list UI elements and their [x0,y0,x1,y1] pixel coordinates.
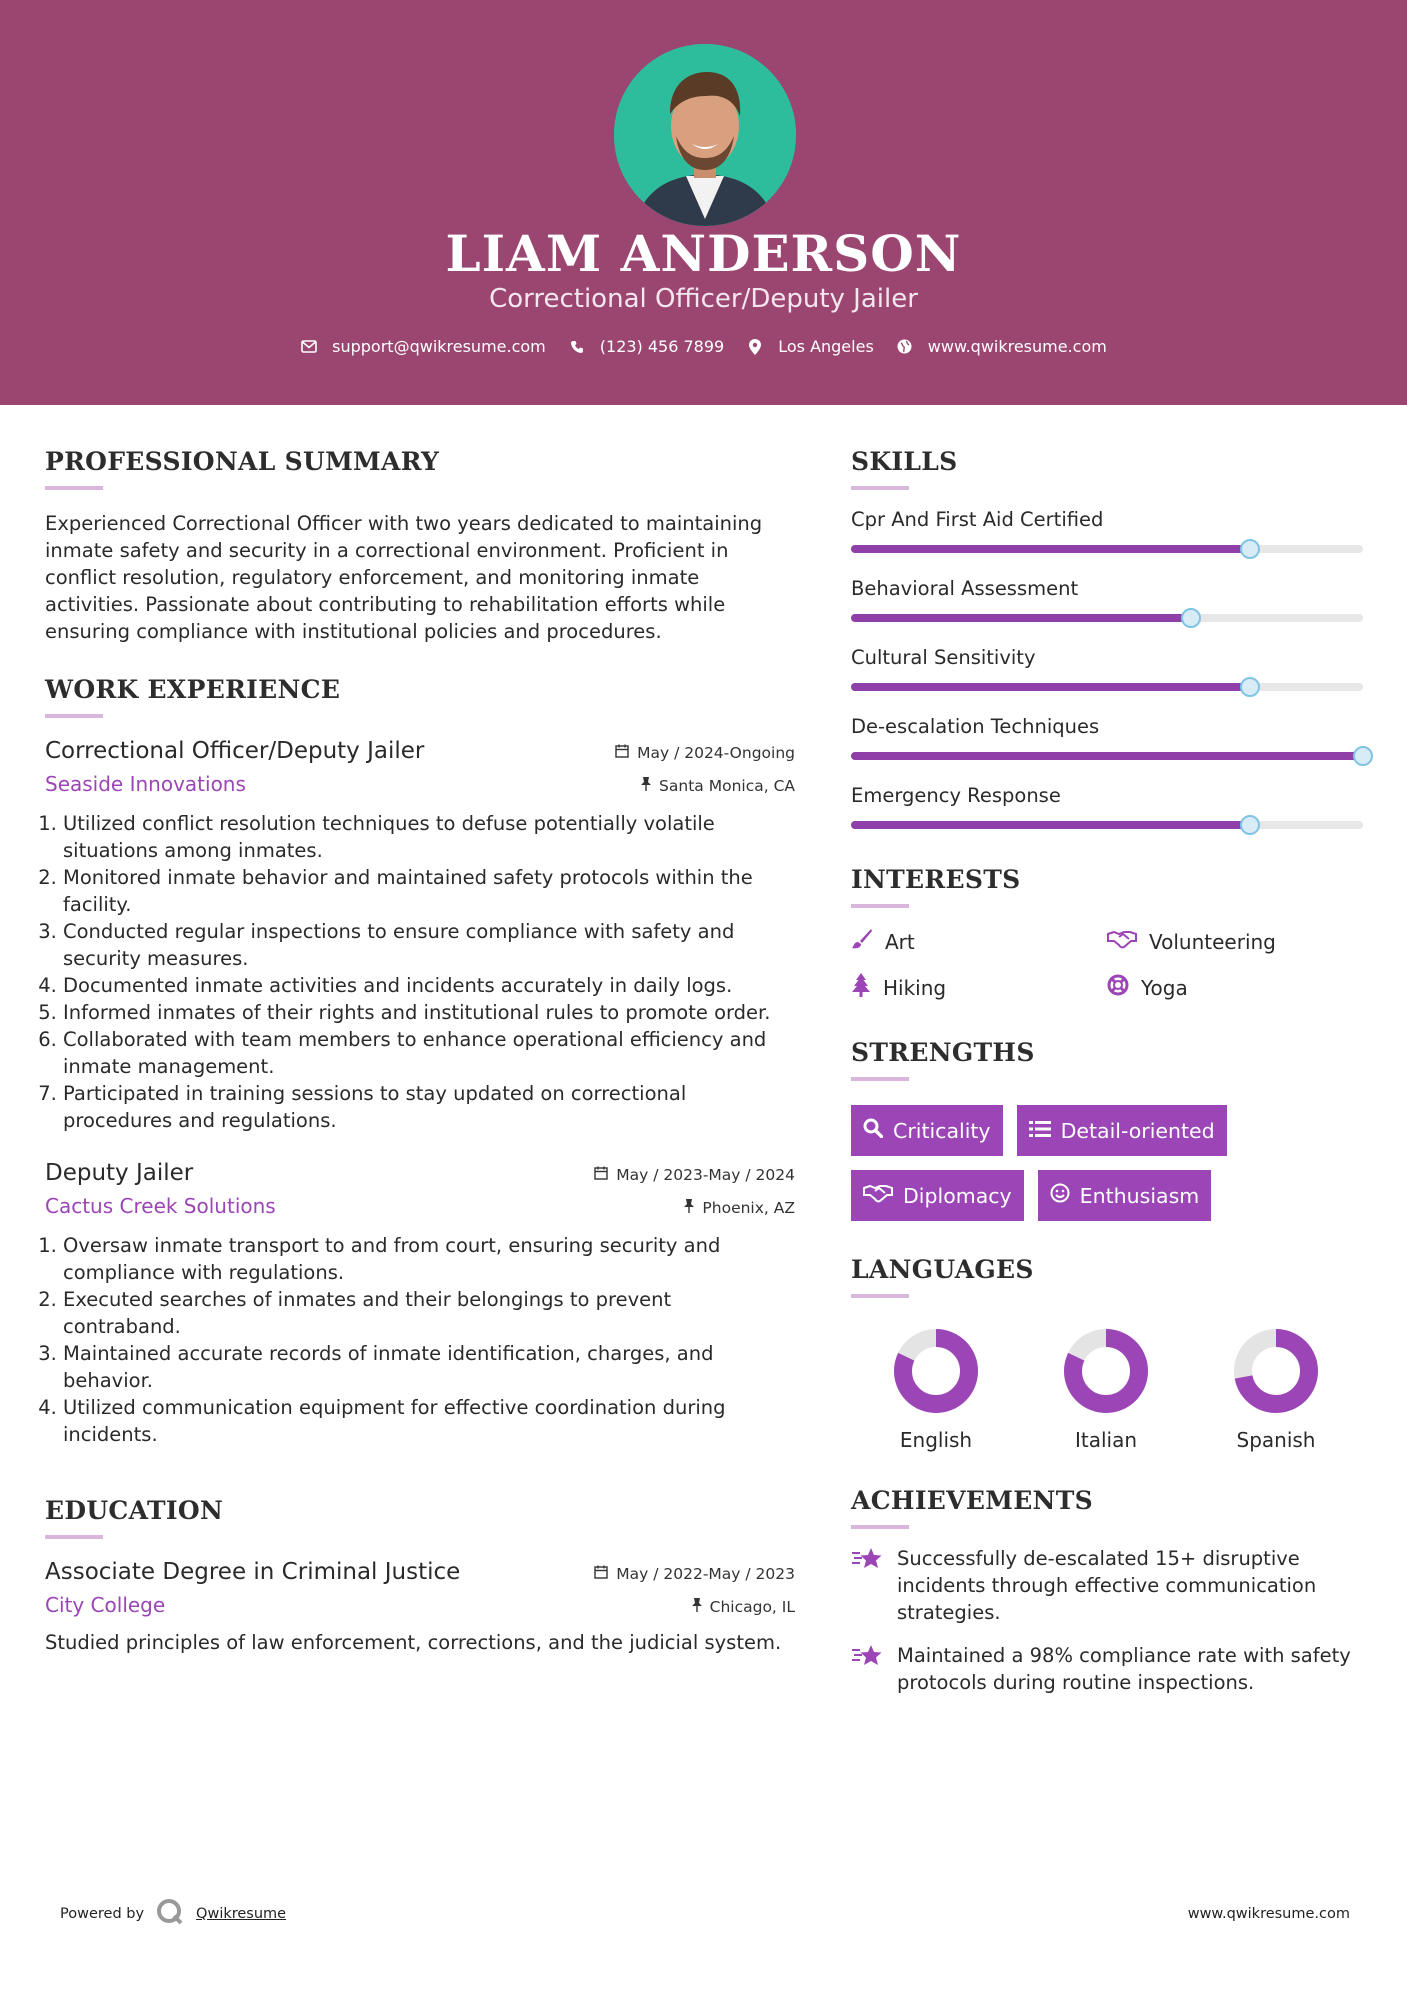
contact-location [746,337,874,356]
section-work-experience [45,675,795,1448]
skill-bar [851,752,1363,760]
list-item: 2. Executed searches of inmates and their belongings to prevent contraband. [63,1286,795,1340]
paintbrush-icon [851,928,873,955]
education-description: Studied principles of law enforcement, corrections, and the judicial system. [45,1631,782,1654]
skill-bar-fill [851,614,1191,622]
school-name: City College [45,1593,166,1617]
summary-text: Experienced Correctional Officer with two years dedicated to maintaining inmate safety and security in a correctional environment. Proficient in conflict resolution, regulatory enforcement, and monitoring inmate activities. Passionate about contributing to rehabilitation efforts while ensuring compliance with institutional policies and procedures. [45,512,763,643]
pushpin-icon [684,1199,694,1217]
skill-item [851,646,1363,691]
right-column [851,405,1363,1696]
achievements-list [851,1545,1363,1696]
section-divider [45,1535,103,1539]
interests-list [851,928,1363,1002]
avatar [614,44,796,226]
interest-label: Art [885,929,915,954]
map-pin-icon [746,338,764,356]
resume-header [0,0,1407,405]
language-donut [893,1328,979,1414]
section-title: SKILLS [851,447,958,476]
globe-icon [896,338,914,356]
section-title: STRENGTHS [851,1038,1035,1067]
list-item: 4. Utilized communication equipment for effective coordination during incidents. [63,1394,795,1448]
strength-label: Criticality [893,1118,991,1143]
footer-url[interactable]: www.qwikresume.com [1187,1906,1350,1922]
list-item: 7. Participated in training sessions to stay updated on correctional procedures and regulations. [63,1080,795,1134]
list-item: 1. Oversaw inmate transport to and from court, ensuring security and compliance with regulations. [63,1232,795,1286]
interest-label: Hiking [883,975,947,1000]
job-location: Phoenix, AZ [702,1199,795,1217]
interest-item [851,973,1107,1002]
degree-title: Associate Degree in Criminal Justice [45,1559,461,1585]
skill-bar-knob [1353,746,1373,766]
interest-item [1107,928,1363,955]
skill-item [851,508,1363,553]
envelope-icon [300,338,318,356]
skill-bar [851,821,1363,829]
skill-label: Cultural Sensitivity [851,646,1036,669]
strength-label: Enthusiasm [1079,1183,1200,1208]
shooting-star-icon [851,1545,883,1626]
skills-list [851,508,1363,829]
company-name: Seaside Innovations [45,772,246,796]
handshake-icon [1107,929,1137,954]
list-item: 5. Informed inmates of their rights and institutional rules to promote order. [63,999,795,1026]
section-title: INTERESTS [851,865,1021,894]
language-item [851,1328,1021,1452]
powered-by [60,1898,286,1930]
candidate-name: LIAM ANDERSON [445,224,962,283]
contact-email-text: support@qwikresume.com [332,337,546,356]
strength-label: Detail-oriented [1060,1118,1215,1143]
skill-item [851,577,1363,622]
skill-bar-knob [1240,677,1260,697]
tree-icon [851,973,871,1002]
section-divider [851,486,909,490]
achievement-item [851,1545,1363,1626]
interest-label: Volunteering [1149,929,1276,954]
section-achievements [851,1486,1363,1696]
phone-icon [568,338,586,356]
list-item: 3. Conducted regular inspections to ensure compliance with safety and security measures. [63,918,795,972]
calendar-icon [594,1166,608,1184]
skill-bar [851,683,1363,691]
achievement-text: Successfully de-escalated 15+ disruptive incidents through effective communication strategies. [897,1547,1317,1624]
skill-label: De-escalation Techniques [851,715,1100,738]
section-divider [851,1077,909,1081]
job-dates: May / 2023-May / 2024 [616,1166,795,1184]
job-entry [45,738,795,1134]
lifebuoy-icon [1107,974,1129,1001]
contact-email[interactable] [300,337,546,356]
duties-list [45,1232,795,1448]
section-divider [45,714,103,718]
smile-icon [1050,1183,1070,1208]
skill-bar-knob [1181,608,1201,628]
section-title: PROFESSIONAL SUMMARY [45,447,440,476]
job-location: Santa Monica, CA [659,777,795,795]
language-item [1021,1328,1191,1452]
skill-bar-knob [1240,815,1260,835]
section-title: ACHIEVEMENTS [851,1486,1093,1515]
powered-by-label: Powered by [60,1906,145,1922]
language-label: English [899,1428,973,1452]
list-item: 3. Maintained accurate records of inmate identification, charges, and behavior. [63,1340,795,1394]
skill-label: Behavioral Assessment [851,577,1079,600]
strength-chip [1038,1170,1212,1221]
language-donut [1233,1328,1319,1414]
language-label: Spanish [1236,1428,1316,1452]
education-entry [45,1559,795,1656]
skill-label: Emergency Response [851,784,1061,807]
handshake-icon [863,1183,893,1208]
job-dates: May / 2024-Ongoing [637,744,795,762]
list-item: 2. Monitored inmate behavior and maintained safety protocols within the facility. [63,864,795,918]
left-column [45,405,795,1656]
strength-chip [851,1170,1024,1221]
section-languages [851,1255,1363,1452]
candidate-title: Correctional Officer/Deputy Jailer [489,284,918,314]
language-item [1191,1328,1361,1452]
skill-bar-fill [851,545,1250,553]
strength-label: Diplomacy [903,1183,1012,1208]
company-name: Cactus Creek Solutions [45,1194,276,1218]
section-title: EDUCATION [45,1496,224,1525]
calendar-icon [615,744,629,762]
strength-chip [1017,1105,1227,1156]
page-footer [60,1898,1350,1930]
pushpin-icon [692,1598,702,1616]
strengths-list [851,1105,1363,1221]
section-summary [45,447,795,645]
job-title: Correctional Officer/Deputy Jailer [45,738,425,764]
interest-label: Yoga [1141,975,1188,1000]
calendar-icon [594,1565,608,1583]
section-title: LANGUAGES [851,1255,1034,1284]
language-donut [1063,1328,1149,1414]
skill-bar [851,545,1363,553]
education-location: Chicago, IL [709,1598,795,1616]
achievement-item [851,1642,1363,1696]
contact-phone-text: (123) 456 7899 [599,337,725,356]
section-skills [851,447,1363,829]
skill-bar-fill [851,683,1250,691]
skill-bar [851,614,1363,622]
list-item: 1. Utilized conflict resolution techniques to defuse potentially volatile situations among inmates. [63,810,795,864]
interest-item [1107,973,1363,1002]
skill-bar-knob [1240,539,1260,559]
shooting-star-icon [851,1642,883,1696]
contact-phone[interactable] [568,337,724,356]
skill-label: Cpr And First Aid Certified [851,508,1104,531]
education-dates: May / 2022-May / 2023 [616,1565,795,1583]
profile-photo [614,44,796,226]
strength-chip [851,1105,1003,1156]
section-divider [851,904,909,908]
skill-bar-fill [851,752,1363,760]
skill-item [851,715,1363,760]
qwikresume-link[interactable]: Qwikresume [196,1906,287,1922]
achievement-text: Maintained a 98% compliance rate with safety protocols during routine inspections. [897,1644,1351,1694]
list-icon [1029,1119,1051,1143]
section-interests [851,865,1363,1002]
section-divider [45,486,103,490]
qwikresume-logo-icon [156,1898,184,1930]
languages-list [851,1328,1363,1452]
skill-bar-fill [851,821,1250,829]
job-entry [45,1160,795,1448]
duties-list [45,810,795,1134]
section-education [45,1496,795,1656]
contact-location-text: Los Angeles [778,337,874,356]
list-item: 6. Collaborated with team members to enhance operational efficiency and inmate management. [63,1026,795,1080]
contact-bar [0,337,1407,356]
list-item: 4. Documented inmate activities and incidents accurately in daily logs. [63,972,795,999]
job-title: Deputy Jailer [45,1160,194,1186]
search-icon [863,1118,883,1143]
contact-website-text: www.qwikresume.com [927,337,1107,356]
contact-website[interactable] [896,337,1107,356]
interest-item [851,928,1107,955]
language-label: Italian [1074,1428,1138,1452]
skill-item [851,784,1363,829]
section-title: WORK EXPERIENCE [45,675,341,704]
section-divider [851,1525,909,1529]
pushpin-icon [641,777,651,795]
section-strengths [851,1038,1363,1221]
section-divider [851,1294,909,1298]
